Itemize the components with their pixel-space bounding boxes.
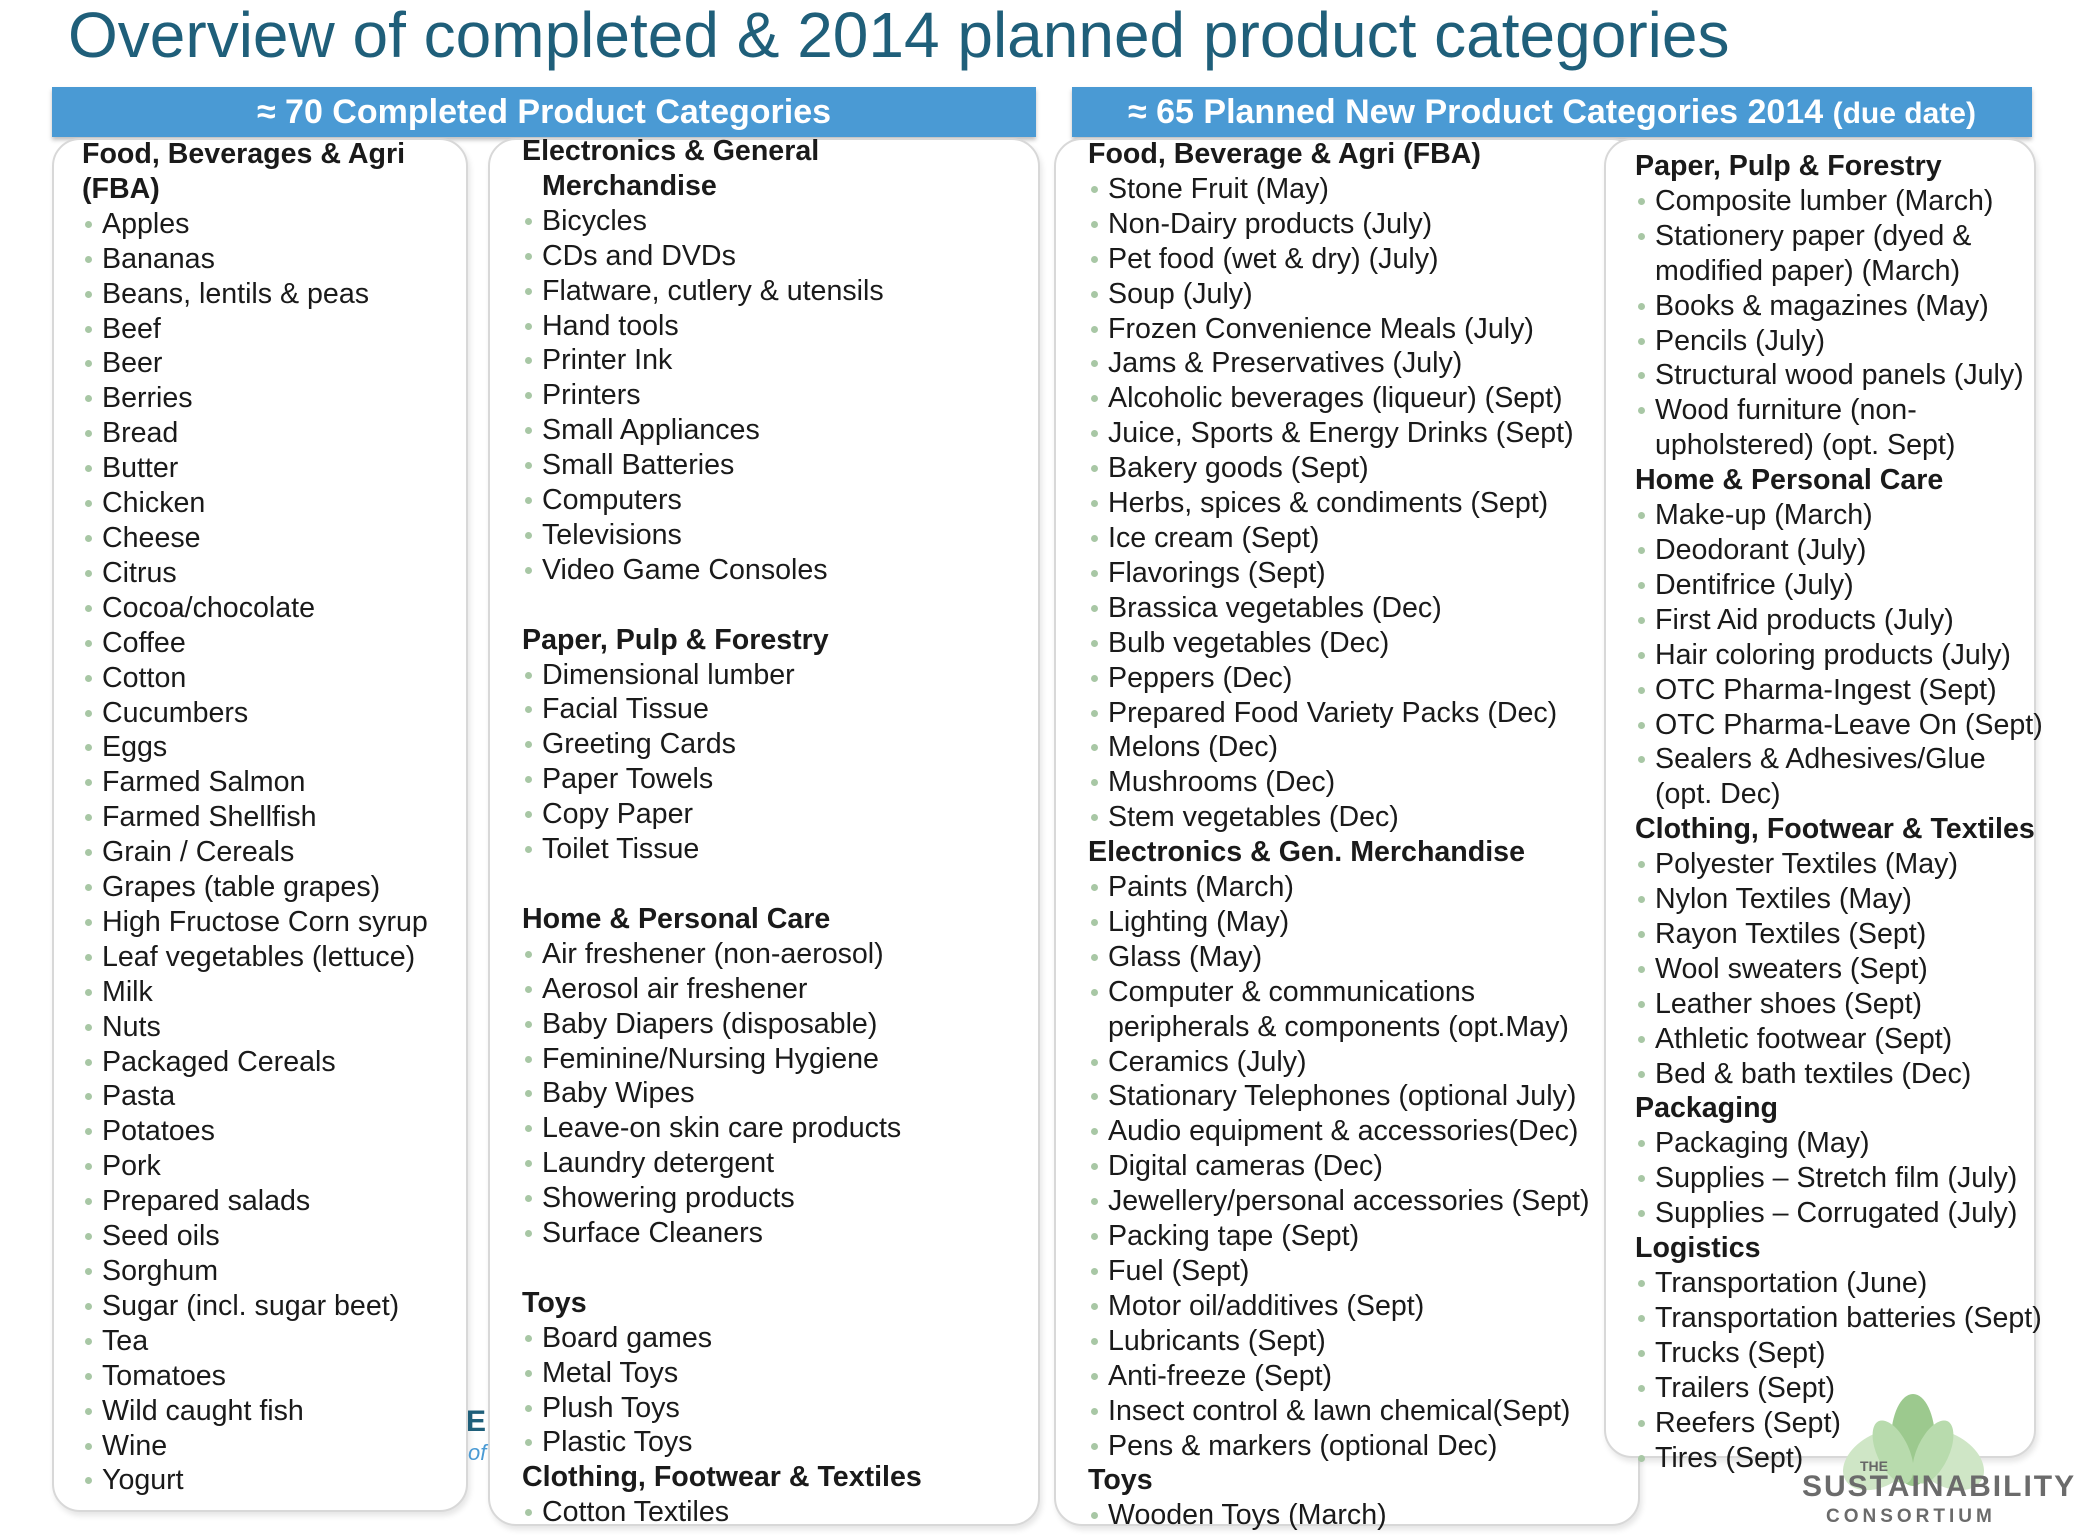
- list-item: Motor oil/additives (Sept): [1088, 1289, 1633, 1324]
- list-item: CDs and DVDs: [522, 239, 1032, 274]
- list-item: Flatware, cutlery & utensils: [522, 274, 1032, 309]
- list-item: Composite lumber (March): [1635, 184, 2035, 219]
- list-item: Mushrooms (Dec): [1088, 765, 1633, 800]
- list-item: Paints (March): [1088, 870, 1633, 905]
- list-item: Bananas: [82, 242, 462, 277]
- list-item: High Fructose Corn syrup: [82, 905, 462, 940]
- list-item: Tomatoes: [82, 1359, 462, 1394]
- list-item: Wild caught fish: [82, 1394, 462, 1429]
- list-item: Laundry detergent: [522, 1146, 1032, 1181]
- list-item: Wine: [82, 1429, 462, 1464]
- list-item: Toilet Tissue: [522, 832, 1032, 867]
- list-item: Butter: [82, 451, 462, 486]
- planned-electronics-continuation: peripherals & components (opt.May): [1108, 1010, 1569, 1043]
- planned-packaging-items-list: [1635, 1126, 2035, 1231]
- list-item: Fuel (Sept): [1088, 1254, 1633, 1289]
- list-item: Pork: [82, 1149, 462, 1184]
- list-item: Wood furniture (non-: [1635, 393, 2035, 428]
- list-item: Supplies – Corrugated (July): [1635, 1196, 2035, 1231]
- list-item: Leave-on skin care products: [522, 1111, 1032, 1146]
- list-item: Plastic Toys: [522, 1425, 1032, 1460]
- list-item: OTC Pharma-Leave On (Sept): [1635, 708, 2035, 743]
- list-item: Structural wood panels (July): [1635, 358, 2035, 393]
- paper-heading: Paper, Pulp & Forestry: [522, 623, 829, 656]
- list-item: Beef: [82, 312, 462, 347]
- partial-hidden-text-2: of: [468, 1440, 487, 1465]
- list-item: Audio equipment & accessories(Dec): [1088, 1114, 1633, 1149]
- list-item: Dentifrice (July): [1635, 568, 2035, 603]
- list-item: Stem vegetables (Dec): [1088, 800, 1633, 835]
- list-item: Anti-freeze (Sept): [1088, 1359, 1633, 1394]
- list-item: Trailers (Sept): [1635, 1371, 2035, 1406]
- list-item: Surface Cleaners: [522, 1216, 1032, 1251]
- planned-clothing-items-list: [1635, 847, 2035, 1091]
- list-item: Computers: [522, 483, 1032, 518]
- home-items-list: [522, 937, 1032, 1251]
- list-item: Greeting Cards: [522, 727, 1032, 762]
- electronics-heading: Electronics & General: [522, 135, 820, 167]
- list-item: Wool sweaters (Sept): [1635, 952, 2035, 987]
- list-item: Jewellery/personal accessories (Sept): [1088, 1184, 1633, 1219]
- list-item: Stationery paper (dyed &: [1635, 219, 2035, 254]
- list-item: Hair coloring products (July): [1635, 638, 2035, 673]
- planned-home-heading: Home & Personal Care: [1635, 464, 1944, 497]
- planned-banner-suffix: (due date): [1832, 97, 1976, 130]
- list-item: Sugar (incl. sugar beet): [82, 1289, 462, 1324]
- list-item: Prepared Food Variety Packs (Dec): [1088, 696, 1633, 731]
- list-item: Make-up (March): [1635, 498, 2035, 533]
- list-item: Berries: [82, 381, 462, 416]
- list-item: Cheese: [82, 521, 462, 556]
- list-item: Tea: [82, 1324, 462, 1359]
- list-item: Video Game Consoles: [522, 553, 1032, 588]
- list-item: Transportation batteries (Sept): [1635, 1301, 2035, 1336]
- planned-electronics-items-a: [1088, 870, 1633, 1010]
- planned-paper-heading: Paper, Pulp & Forestry: [1635, 150, 1942, 182]
- planned-toys-items-list: [1088, 1498, 1633, 1533]
- list-item: Packing tape (Sept): [1088, 1219, 1633, 1254]
- column-planned-right: [1635, 149, 2043, 1475]
- list-item: Board games: [522, 1321, 1032, 1356]
- logo-the: THE: [1860, 1458, 1888, 1474]
- list-item: Printers: [522, 378, 1032, 413]
- toys-heading: Toys: [522, 1286, 587, 1319]
- list-item: Coffee: [82, 626, 462, 661]
- list-item: Cotton Textiles: [522, 1495, 1032, 1530]
- list-item: Lubricants (Sept): [1088, 1324, 1633, 1359]
- list-item: Polyester Textiles (May): [1635, 847, 2035, 882]
- list-item: Paper Towels: [522, 762, 1032, 797]
- list-item: Trucks (Sept): [1635, 1336, 2035, 1371]
- list-item-continuation: upholstered) (opt. Sept): [1655, 429, 1956, 462]
- list-item: Cucumbers: [82, 696, 462, 731]
- list-item: Computer & communications: [1088, 975, 1633, 1010]
- list-item: Showering products: [522, 1181, 1032, 1216]
- list-item: Dimensional lumber: [522, 658, 1032, 693]
- list-item: Seed oils: [82, 1219, 462, 1254]
- list-item: Pens & markers (optional Dec): [1088, 1429, 1633, 1464]
- list-item-continuation: (opt. Dec): [1655, 778, 1781, 811]
- list-item: Farmed Salmon: [82, 765, 462, 800]
- list-item: Reefers (Sept): [1635, 1406, 2035, 1441]
- list-item: Farmed Shellfish: [82, 800, 462, 835]
- completed-banner-text: ≈ 70 Completed Product Categories: [256, 93, 832, 131]
- logo-sub: CONSORTIUM: [1826, 1506, 1996, 1527]
- list-item: Leaf vegetables (lettuce): [82, 940, 462, 975]
- planned-banner-text: ≈ 65 Planned New Product Categories 2014: [1128, 93, 1824, 131]
- list-item: Yogurt: [82, 1463, 462, 1498]
- clothing-heading: Clothing, Footwear & Textiles: [522, 1461, 922, 1494]
- list-item: Printer Ink: [522, 343, 1032, 378]
- list-item: Herbs, spices & condiments (Sept): [1088, 486, 1633, 521]
- list-item: Ceramics (July): [1088, 1045, 1633, 1080]
- fba-heading: Food, Beverages & Agri: [82, 138, 406, 170]
- planned-fba-items-list: [1088, 172, 1633, 835]
- list-item: Bicycles: [522, 204, 1032, 239]
- planned-clothing-heading: Clothing, Footwear & Textiles: [1635, 813, 2035, 846]
- list-item: Melons (Dec): [1088, 730, 1633, 765]
- list-item: Peppers (Dec): [1088, 661, 1633, 696]
- list-item: Prepared salads: [82, 1184, 462, 1219]
- list-item-continuation: modified paper) (March): [1655, 254, 1961, 287]
- list-item: Baby Wipes: [522, 1076, 1032, 1111]
- list-item: Non-Dairy products (July): [1088, 207, 1633, 242]
- list-item: Sorghum: [82, 1254, 462, 1289]
- planned-electronics-heading: Electronics & Gen. Merchandise: [1088, 836, 1525, 869]
- list-item: Glass (May): [1088, 940, 1633, 975]
- list-item: Pasta: [82, 1079, 462, 1114]
- clothing-items-list: [522, 1495, 1032, 1530]
- list-item: Bakery goods (Sept): [1088, 451, 1633, 486]
- planned-electronics-items-b: [1088, 1045, 1633, 1464]
- electronics-items-list: [522, 204, 1032, 588]
- planned-home-items-list: [1635, 498, 2043, 777]
- list-item: Televisions: [522, 518, 1032, 553]
- list-item: Nuts: [82, 1010, 462, 1045]
- toys-items-list: [522, 1321, 1032, 1461]
- list-item: Soup (July): [1088, 277, 1633, 312]
- list-item: Deodorant (July): [1635, 533, 2035, 568]
- home-heading: Home & Personal Care: [522, 902, 831, 935]
- list-item: Alcoholic beverages (liqueur) (Sept): [1088, 381, 1633, 416]
- list-item: Athletic footwear (Sept): [1635, 1022, 2035, 1057]
- list-item: Beans, lentils & peas: [82, 277, 462, 312]
- list-item: Pet food (wet & dry) (July): [1088, 242, 1633, 277]
- list-item: Eggs: [82, 730, 462, 765]
- list-item: Ice cream (Sept): [1088, 521, 1633, 556]
- list-item: Plush Toys: [522, 1391, 1032, 1426]
- completed-banner: [52, 87, 1036, 137]
- list-item: Grain / Cereals: [82, 835, 462, 870]
- list-item: Tires (Sept): [1635, 1441, 2035, 1476]
- fba-items-list: [82, 207, 462, 1499]
- list-item: Packaging (May): [1635, 1126, 2035, 1161]
- list-item: Bread: [82, 416, 462, 451]
- list-item: Facial Tissue: [522, 692, 1032, 727]
- list-item: Cotton: [82, 661, 462, 696]
- list-item: Citrus: [82, 556, 462, 591]
- list-item: Milk: [82, 975, 462, 1010]
- list-item: Nylon Textiles (May): [1635, 882, 2035, 917]
- column-completed-other: [522, 134, 1032, 1530]
- list-item: Insect control & lawn chemical(Sept): [1088, 1394, 1633, 1429]
- list-item: Cocoa/chocolate: [82, 591, 462, 626]
- paper-items-list: [522, 658, 1032, 867]
- planned-banner: [1072, 87, 2032, 137]
- list-item: Leather shoes (Sept): [1635, 987, 2035, 1022]
- list-item: Stationary Telephones (optional July): [1088, 1079, 1633, 1114]
- list-item: Digital cameras (Dec): [1088, 1149, 1633, 1184]
- list-item: Chicken: [82, 486, 462, 521]
- list-item: First Aid products (July): [1635, 603, 2035, 638]
- list-item: Bed & bath textiles (Dec): [1635, 1057, 2035, 1092]
- list-item: Feminine/Nursing Hygiene: [522, 1042, 1032, 1077]
- list-item: Brassica vegetables (Dec): [1088, 591, 1633, 626]
- planned-packaging-heading: Packaging: [1635, 1092, 1779, 1125]
- list-item: Bulb vegetables (Dec): [1088, 626, 1633, 661]
- list-item: Sealers & Adhesives/Glue: [1635, 742, 2035, 777]
- list-item: Books & magazines (May): [1635, 289, 2035, 324]
- list-item: Hand tools: [522, 309, 1032, 344]
- page-title: Overview of completed & 2014 planned product categories: [68, 0, 1730, 71]
- list-item: Lighting (May): [1088, 905, 1633, 940]
- list-item: Stone Fruit (May): [1088, 172, 1633, 207]
- list-item: Small Appliances: [522, 413, 1032, 448]
- list-item: Beer: [82, 346, 462, 381]
- list-item: Apples: [82, 207, 462, 242]
- list-item: Small Batteries: [522, 448, 1032, 483]
- list-item: Baby Diapers (disposable): [522, 1007, 1032, 1042]
- planned-fba-heading: Food, Beverage & Agri (FBA): [1088, 138, 1481, 170]
- list-item: Rayon Textiles (Sept): [1635, 917, 2035, 952]
- partial-hidden-text: E: [466, 1405, 487, 1438]
- list-item: Grapes (table grapes): [82, 870, 462, 905]
- list-item: Packaged Cereals: [82, 1045, 462, 1080]
- list-item: Juice, Sports & Energy Drinks (Sept): [1088, 416, 1633, 451]
- list-item: Metal Toys: [522, 1356, 1032, 1391]
- list-item: Flavorings (Sept): [1088, 556, 1633, 591]
- list-item: Jams & Preservatives (July): [1088, 346, 1633, 381]
- list-item: Transportation (June): [1635, 1266, 2035, 1301]
- list-item: Aerosol air freshener: [522, 972, 1032, 1007]
- planned-logistics-heading: Logistics: [1635, 1232, 1761, 1265]
- column-planned-left: [1088, 137, 1633, 1533]
- planned-toys-heading: Toys: [1088, 1464, 1153, 1497]
- list-item: Copy Paper: [522, 797, 1032, 832]
- list-item: Supplies – Stretch film (July): [1635, 1161, 2035, 1196]
- list-item: Frozen Convenience Meals (July): [1088, 312, 1633, 347]
- list-item: Potatoes: [82, 1114, 462, 1149]
- electronics-heading-line2: Merchandise: [542, 169, 717, 202]
- list-item: OTC Pharma-Ingest (Sept): [1635, 673, 2035, 708]
- fba-heading-line2: (FBA): [82, 172, 160, 205]
- column-completed-fba: [82, 137, 462, 1498]
- list-item: Wooden Toys (March): [1088, 1498, 1633, 1533]
- list-item: Pencils (July): [1635, 324, 2035, 359]
- logo-name: SUSTAINABILITY: [1802, 1470, 2076, 1503]
- list-item: Air freshener (non-aerosol): [522, 937, 1032, 972]
